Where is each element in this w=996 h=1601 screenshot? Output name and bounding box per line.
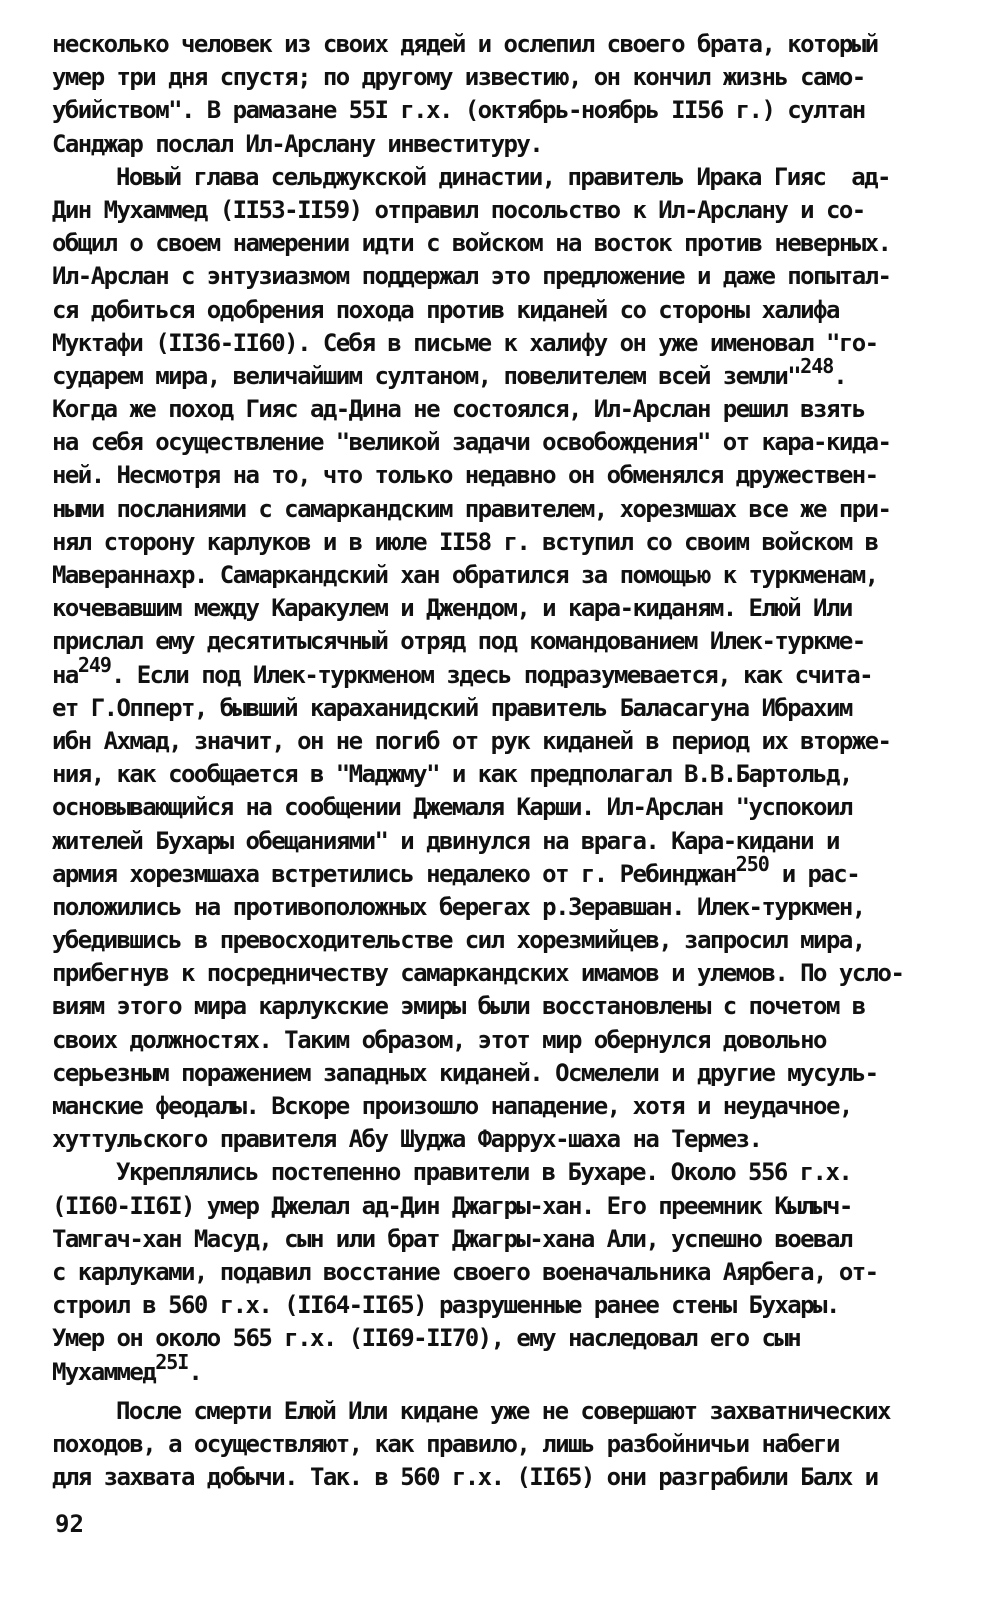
text-line	[52, 851, 932, 891]
footnote-ref: 250	[735, 851, 769, 876]
line-text: (II60-II6I) умер Джелал ад-Дин Джагры-хан. Его преемник Кылыч-	[52, 1191, 852, 1220]
text-line	[52, 559, 932, 592]
line-text: походов, а осуществляют, как правило, лишь разбойничьи набеги	[52, 1429, 839, 1458]
text-line	[52, 1024, 932, 1057]
text-line	[52, 128, 932, 161]
line-text-continued: . Если под Илек-туркменом здесь подразумевается, как счита-	[110, 660, 872, 689]
line-text: прибегнув к посредничеству самаркандских имамов и улемов. По усло-	[52, 959, 904, 988]
text-line	[52, 459, 932, 492]
line-text: несколько человек из своих дядей и ослепил своего брата, который	[52, 30, 878, 58]
text-line	[52, 990, 932, 1023]
text-line	[52, 957, 932, 990]
line-text: кочевавшим между Каракулем и Джендом, и кара-киданям. Елюй Или	[52, 594, 852, 623]
line-text: хуттульского правителя Абу Шуджа Фаррух-шаха на Термез.	[52, 1125, 762, 1154]
line-text: ней. Несмотря на то, что только недавно он обменялся дружествен-	[52, 461, 878, 490]
text-line	[52, 393, 932, 426]
footnote-ref: 25I	[155, 1349, 189, 1374]
line-text: ся добиться одобрения похода против киданей со стороны халифа	[52, 295, 839, 324]
text-line	[52, 825, 932, 858]
line-text: виям этого мира карлукские эмиры были восстановлены с почетом в	[52, 992, 865, 1021]
text-line	[52, 526, 932, 559]
line-text: Мухаммед	[52, 1357, 156, 1386]
text-line	[52, 1256, 932, 1289]
line-text: Укреплялись постепенно правители в Бухаре. Около 556 г.х.	[116, 1158, 852, 1187]
text-line	[52, 1428, 932, 1461]
line-text: нял сторону карлуков и в июле II58 г. вступил со своим войском в	[52, 527, 878, 556]
text-line	[52, 1461, 932, 1494]
line-text-continued: .	[188, 1357, 202, 1386]
line-text-continued: и рас-	[768, 859, 860, 888]
text-line	[52, 61, 932, 94]
text-line	[52, 592, 932, 625]
text-line	[52, 28, 932, 61]
text-line	[52, 692, 932, 725]
footnote-ref: 249	[77, 652, 111, 677]
line-text: Муктафи (II36-II60). Себя в письме к халифу он уже именовал "го-	[52, 328, 878, 357]
text-line	[52, 260, 932, 293]
text-line	[52, 1156, 932, 1189]
text-line	[52, 493, 932, 526]
line-text: прислал ему десятитысячный отряд под командованием Илек-туркме-	[52, 627, 865, 656]
line-text: ет Г.Опперт, бывший караханидский правитель Баласагуна Ибрахим	[52, 693, 852, 722]
line-text: Новый глава сельджукской династии, правитель Ирака Гияс ад-	[116, 162, 890, 191]
line-text: строил в 560 г.х. (II64-II65) разрушенные ранее стены Бухары.	[52, 1291, 839, 1320]
text-line	[52, 1123, 932, 1156]
text-line	[52, 1090, 932, 1123]
line-text: своих должностях. Таким образом, этот мир обернулся довольно	[52, 1025, 826, 1054]
text-line	[52, 353, 932, 393]
footnote-ref: 248	[800, 353, 834, 378]
line-text: жителей Бухары обещаниями" и двинулся на врага. Кара-кидани и	[52, 826, 839, 855]
line-text: Тамгач-хан Масуд, сын или брат Джагры-хана Али, успешно воевал	[52, 1224, 852, 1253]
text-line	[52, 758, 932, 791]
text-line	[52, 294, 932, 327]
text-line	[52, 161, 932, 194]
text-line	[52, 924, 932, 957]
line-text: Ил-Арслан с энтузиазмом поддержал это предложение и даже попытал-	[52, 262, 891, 291]
line-text: Санджар послал Ил-Арслану инвеституру.	[52, 129, 543, 158]
line-text: с карлуками, подавил восстание своего военачальника Аярбега, от-	[52, 1257, 878, 1286]
line-text: сударем мира, величайшим султаном, повелителем всей земли"	[52, 361, 801, 390]
text-line	[52, 227, 932, 260]
page-number: 92	[55, 1510, 84, 1538]
text-line	[52, 1223, 932, 1256]
line-text: Умер он около 565 г.х. (II69-II70), ему наследовал его сын	[52, 1324, 801, 1353]
line-text: ибн Ахмад, значит, он не погиб от рук киданей в период их вторже-	[52, 726, 891, 755]
line-text: армия хорезмшаха встретились недалеко от г. Ребинджан	[52, 859, 736, 888]
line-text: общил о своем намерении идти с войском на восток против неверных.	[52, 229, 891, 258]
line-text: манские феодалы. Вскоре произошло нападение, хотя и неудачное,	[52, 1092, 852, 1120]
text-line	[52, 625, 932, 658]
text-line	[52, 1190, 932, 1223]
line-text: Дин Мухаммед (II53-II59) отправил посольство к Ил-Арслану и со-	[52, 195, 865, 224]
line-text: убедившись в превосходительстве сил хорезмийцев, запросил мира,	[52, 926, 865, 955]
text-line	[52, 194, 932, 227]
line-text: умер три дня спустя; по другому известию, он кончил жизнь само-	[52, 63, 865, 92]
body-text	[52, 28, 932, 1494]
text-line	[52, 791, 932, 824]
line-text: положились на противоположных берегах р.Зеравшан. Илек-туркмен,	[52, 892, 865, 921]
text-line	[52, 891, 932, 924]
line-text: ными посланиями с самаркандским правителем, хорезмшах все же при-	[52, 494, 891, 523]
text-line	[52, 1395, 932, 1428]
line-text: для захвата добычи. Так. в 560 г.х. (II65) они разграбили Балх и	[52, 1463, 878, 1492]
line-text: на себя осуществление "великой задачи освобождения" от кара-кида-	[52, 428, 891, 457]
line-text: на	[52, 660, 78, 689]
line-text: ния, как сообщается в "Маджму" и как предполагал В.В.Бартольд,	[52, 760, 852, 789]
line-text: убийством". В рамазане 55I г.х. (октябрь-ноябрь II56 г.) султан	[52, 96, 865, 125]
line-text: основывающийся на сообщении Джемаля Карши. Ил-Арслан "успокоил	[52, 793, 852, 822]
line-text-continued: .	[833, 361, 847, 390]
text-line	[52, 94, 932, 127]
text-line	[52, 1349, 932, 1389]
text-line	[52, 1057, 932, 1090]
text-line	[52, 1289, 932, 1322]
text-line	[52, 652, 932, 692]
line-text: Мавераннахр. Самаркандский хан обратился за помощью к туркменам,	[52, 561, 878, 589]
line-text: После смерти Елюй Или кидане уже не совершают захватнических	[116, 1396, 890, 1425]
text-line	[52, 725, 932, 758]
line-text: Когда же поход Гияс ад-Дина не состоялся, Ил-Арслан решил взять	[52, 395, 865, 424]
text-line	[52, 426, 932, 459]
line-text: серьезным поражением западных киданей. Осмелели и другие мусуль-	[52, 1058, 878, 1087]
